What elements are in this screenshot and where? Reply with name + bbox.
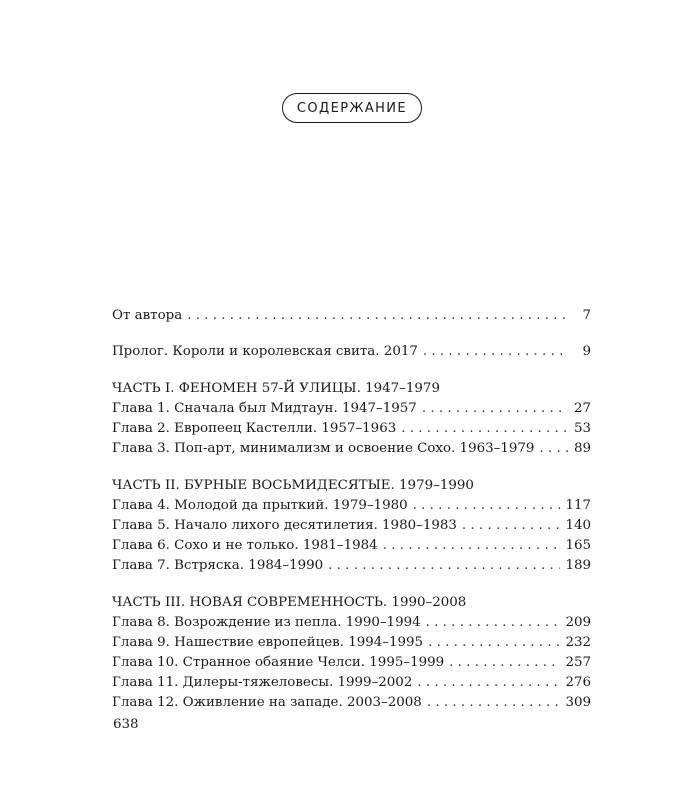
toc-entry-title: Пролог. Короли и королевская свита. 2017 [112,344,418,359]
toc-entry-chapter-6[interactable] [112,536,591,556]
toc-entry-page: 165 [565,538,591,553]
dot-leader [187,306,568,326]
toc-entry-title: Глава 2. Европеец Кастелли. 1957–1963 [112,421,397,436]
toc-entry-title: Глава 9. Нашествие европейцев. 1994–1995 [112,635,424,650]
contents-heading [282,93,422,123]
toc-entry-page: 53 [573,421,591,436]
toc-entry-chapter-1[interactable] [112,399,591,419]
toc-entry-title: Глава 11. Дилеры-тяжеловесы. 1999–2002 [112,675,413,690]
toc-entry-chapter-4[interactable] [112,496,591,516]
toc-entry-page: 117 [565,498,591,513]
toc-entry-page: 140 [565,518,591,533]
toc-entry-title: Глава 3. Поп-арт, минимализм и освоение Сохо. 1963–1979 [112,441,535,456]
toc-entry-title: Глава 6. Сохо и не только. 1981–1984 [112,538,378,553]
dot-leader [427,693,561,713]
toc-entry-page: 232 [565,635,591,650]
toc-entry-chapter-11[interactable] [112,673,591,693]
dot-leader [383,536,561,556]
toc-entry-page: 27 [573,401,591,416]
toc-entry-chapter-9[interactable] [112,633,591,653]
toc-entry-page: 209 [565,615,591,630]
dot-leader [423,342,568,362]
dot-leader [401,419,568,439]
toc-entry-prologue[interactable] [112,342,591,362]
toc-entry-chapter-3[interactable] [112,439,591,459]
dot-leader [413,496,561,516]
toc-entry-chapter-8[interactable] [112,613,591,633]
toc-entry-title: Глава 1. Сначала был Мидтаун. 1947–1957 [112,401,417,416]
part-title-2[interactable]: ЧАСТЬ II. БУРНЫЕ ВОСЬМИДЕСЯТЫЕ. 1979–1990 [112,478,474,493]
toc-entry-chapter-2[interactable] [112,419,591,439]
toc-entry-chapter-10[interactable] [112,653,591,673]
toc-entry-title: Глава 10. Странное обаяние Челси. 1995–1999 [112,655,445,670]
toc-entry-page: 89 [573,441,591,456]
dot-leader [462,516,561,536]
toc-entry-title: От автора [112,308,183,323]
toc-entry-chapter-5[interactable] [112,516,591,536]
toc-entry-title: Глава 4. Молодой да прыткий. 1979–1980 [112,498,408,513]
toc-entry-chapter-7[interactable] [112,556,591,576]
toc-entry-page: 276 [565,675,591,690]
toc-entry-title: Глава 12. Оживление на западе. 2003–2008 [112,695,422,710]
toc-entry-page: 309 [565,695,591,710]
toc-entry-chapter-12[interactable] [112,693,591,713]
toc-entry-title: Глава 7. Встряска. 1984–1990 [112,558,324,573]
dot-leader [539,439,568,459]
toc-entry-title: Глава 5. Начало лихого десятилетия. 1980–1983 [112,518,457,533]
table-of-contents [112,306,591,713]
contents-heading-text: СОДЕРЖАНИЕ [296,100,408,116]
part-title-3[interactable]: ЧАСТЬ III. НОВАЯ СОВРЕМЕННОСТЬ. 1990–2008 [112,595,467,610]
page-number: 638 [113,717,139,732]
dot-leader [426,613,561,633]
toc-entry-page: 7 [582,308,591,323]
dot-leader [328,556,560,576]
toc-entry-title: Глава 8. Возрождение из пепла. 1990–1994 [112,615,421,630]
toc-entry-page: 189 [565,558,591,573]
dot-leader [449,653,560,673]
toc-entry-page: 9 [582,344,591,359]
toc-entry-author-note[interactable] [112,306,591,326]
part-title-1[interactable]: ЧАСТЬ I. ФЕНОМЕН 57-Й УЛИЦЫ. 1947–1979 [112,381,440,396]
dot-leader [417,673,560,693]
dot-leader [422,399,568,419]
toc-entry-page: 257 [565,655,591,670]
dot-leader [428,633,560,653]
